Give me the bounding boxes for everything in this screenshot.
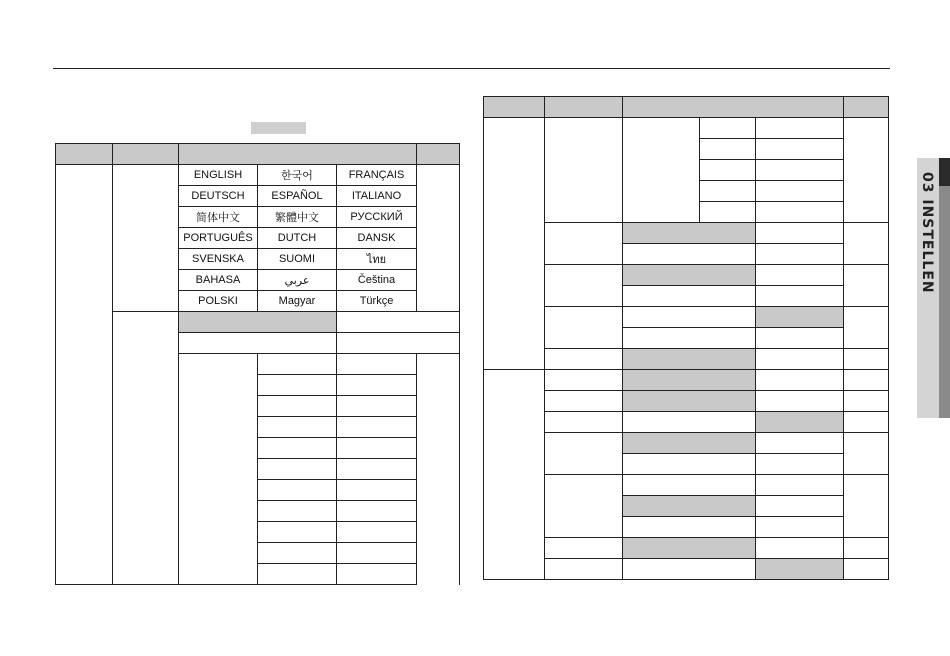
table-header-row (56, 144, 460, 165)
table-row (484, 559, 889, 580)
table-row (484, 412, 889, 433)
language-option[interactable]: BAHASA (179, 270, 258, 291)
option-cell-selected (622, 496, 755, 517)
language-option[interactable]: SUOMI (258, 249, 337, 270)
language-row (56, 165, 460, 186)
chapter-tab-edge (939, 158, 950, 418)
language-option[interactable]: DANSK (337, 228, 417, 249)
language-option[interactable]: ENGLISH (179, 165, 258, 186)
header-rule (53, 68, 890, 69)
option-cell-selected (755, 559, 843, 580)
language-option[interactable]: РУССКИЙ (337, 207, 417, 228)
language-option[interactable]: DEUTSCH (179, 186, 258, 207)
option-cell-selected (622, 223, 755, 244)
language-option[interactable]: POLSKI (179, 291, 258, 312)
option-cell-selected (622, 349, 755, 370)
table-row (484, 538, 889, 559)
chapter-tab-label: 03 INSTELLEN (919, 172, 935, 294)
option-cell (337, 354, 417, 375)
option-cell-selected (755, 307, 843, 328)
language-option[interactable]: 繁體中文 (258, 207, 337, 228)
table-row (484, 349, 889, 370)
language-option[interactable]: ESPAÑOL (258, 186, 337, 207)
language-option[interactable]: 简体中文 (179, 207, 258, 228)
language-option[interactable]: DUTCH (258, 228, 337, 249)
chapter-tab-marker (939, 158, 950, 186)
table-row (484, 118, 889, 139)
table-row (484, 370, 889, 391)
option-cell-selected (622, 370, 755, 391)
table-row (484, 265, 889, 286)
option-cell-selected (755, 412, 843, 433)
language-option[interactable]: Čeština (337, 270, 417, 291)
language-option[interactable]: ไทย (337, 249, 417, 270)
language-option[interactable]: PORTUGUÊS (179, 228, 258, 249)
language-option[interactable]: Türkçe (337, 291, 417, 312)
option-cell-selected (622, 265, 755, 286)
language-option[interactable]: Magyar (258, 291, 337, 312)
table-row (484, 223, 889, 244)
option-cell-selected (179, 312, 337, 333)
language-option[interactable]: SVENSKA (179, 249, 258, 270)
option-cell (337, 312, 460, 333)
option-cell (258, 354, 337, 375)
option-cell-selected (622, 538, 755, 559)
table-row (484, 475, 889, 496)
table-row (56, 312, 460, 333)
option-cell (337, 333, 460, 354)
language-option[interactable]: ITALIANO (337, 186, 417, 207)
table-row (484, 391, 889, 412)
language-option[interactable]: 한국어 (258, 165, 337, 186)
option-cell (179, 333, 337, 354)
settings-table-left (55, 143, 460, 585)
highlight-chip (251, 122, 306, 134)
language-option[interactable]: عربي (258, 270, 337, 291)
table-row (484, 433, 889, 454)
table-header-row (484, 97, 889, 118)
settings-table-right (483, 96, 889, 580)
language-option[interactable]: FRANÇAIS (337, 165, 417, 186)
table-row (484, 307, 889, 328)
option-cell-selected (622, 433, 755, 454)
option-cell-selected (622, 391, 755, 412)
